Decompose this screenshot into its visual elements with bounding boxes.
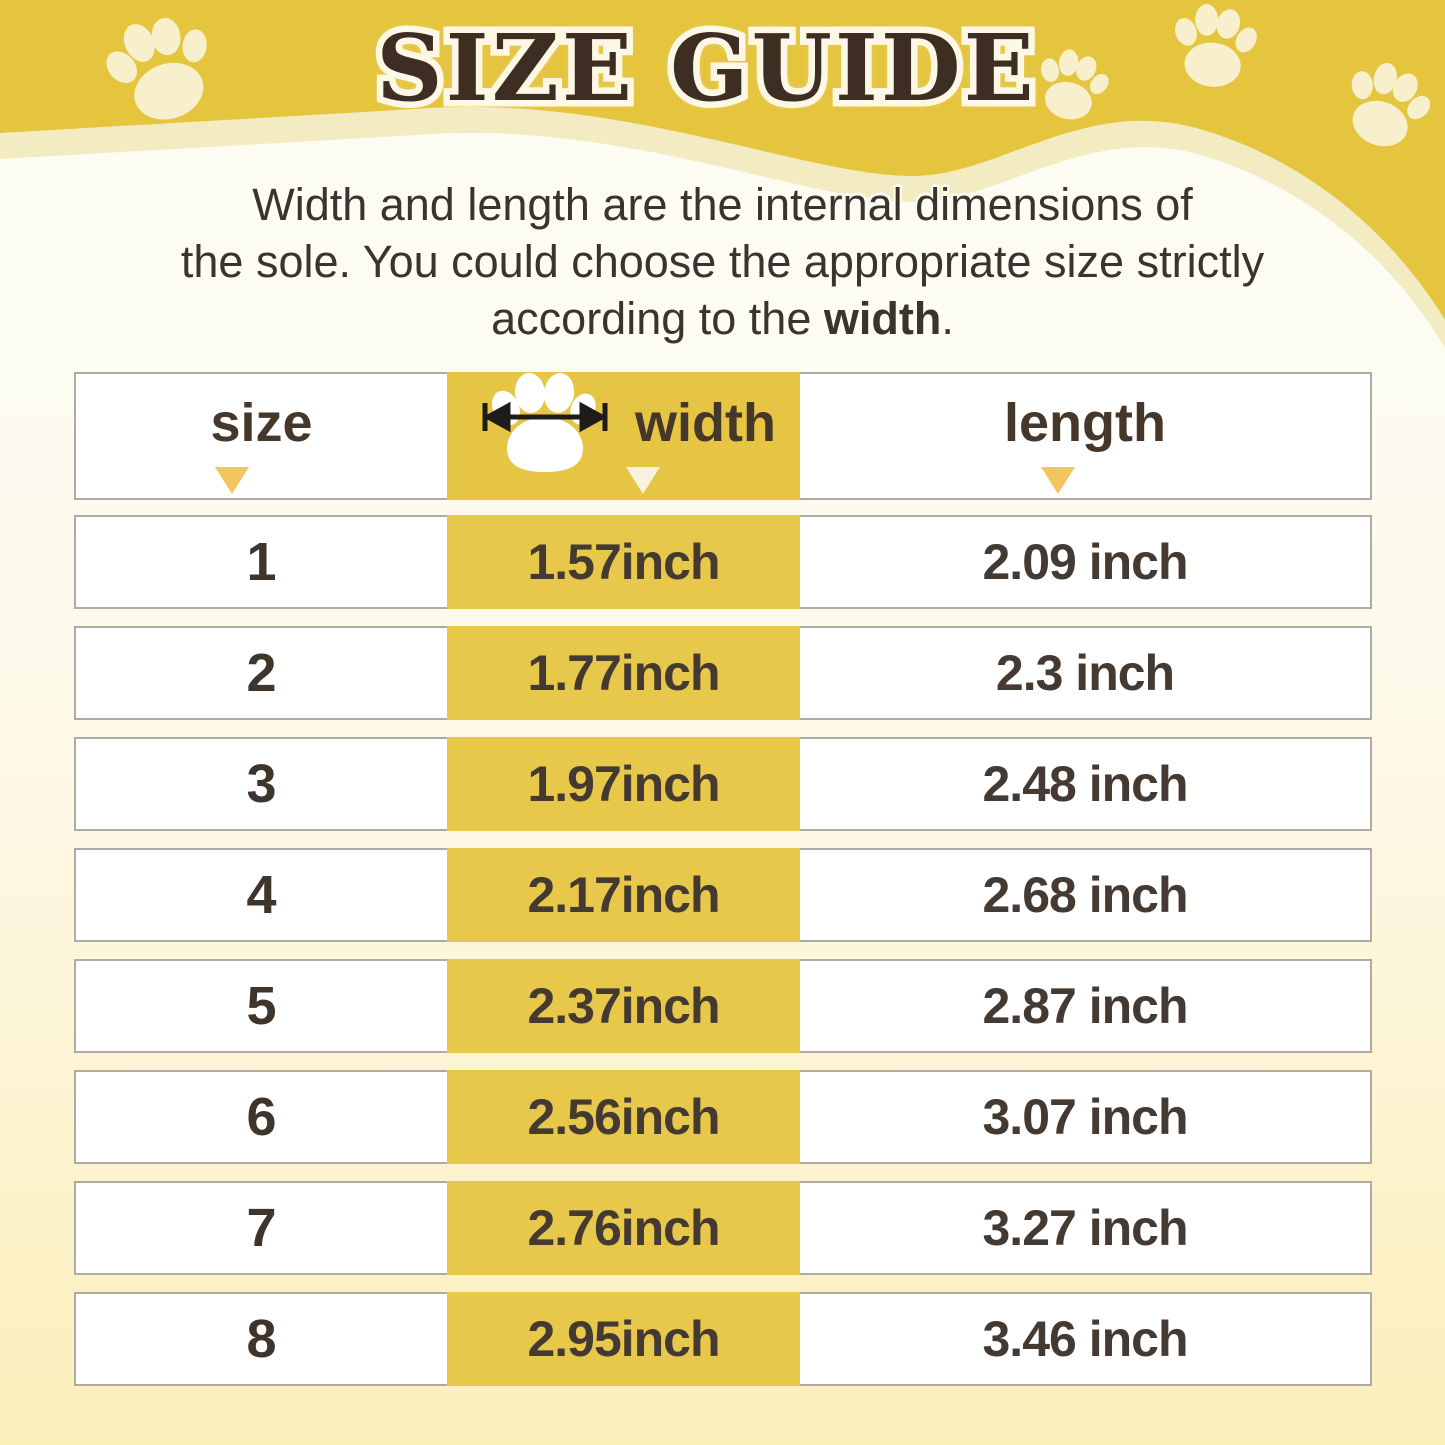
table-row: [74, 1292, 1372, 1386]
size-value: 6: [246, 1087, 277, 1147]
paw-width-measure-icon: [471, 371, 621, 475]
size-table: [74, 372, 1372, 1386]
length-value: 2.87 inch: [982, 978, 1188, 1034]
down-triangle-marker-width: [626, 467, 660, 494]
table-row: [74, 959, 1372, 1053]
size-value: 1: [246, 532, 277, 592]
size-value: 3: [246, 754, 277, 814]
intro-line-2: the sole. You could choose the appropriate size strictly: [180, 236, 1265, 287]
column-header-size: size: [210, 393, 313, 453]
table-row: [74, 848, 1372, 942]
length-value: 3.27 inch: [982, 1200, 1188, 1256]
width-value: 2.76inch: [527, 1200, 720, 1256]
width-header-label: width: [635, 393, 776, 453]
table-row: [74, 1181, 1372, 1275]
intro-width-bold: width: [823, 293, 942, 344]
length-value: 2.68 inch: [982, 867, 1188, 923]
size-value: 5: [246, 976, 277, 1036]
table-row: [74, 1070, 1372, 1164]
table-row: [74, 515, 1372, 609]
column-header-width: [447, 371, 800, 501]
table-header-row: [74, 372, 1372, 500]
length-value: 2.48 inch: [982, 756, 1188, 812]
width-value: 1.77inch: [527, 645, 720, 701]
column-header-length: length: [1004, 393, 1166, 453]
width-value: 2.17inch: [527, 867, 720, 923]
intro-text: [0, 176, 1445, 347]
down-triangle-marker-length: [1041, 467, 1075, 494]
width-value: 1.57inch: [527, 534, 720, 590]
width-value: 2.56inch: [527, 1089, 720, 1145]
size-value: 7: [246, 1198, 277, 1258]
size-value: 8: [246, 1309, 277, 1369]
width-value: 2.95inch: [527, 1311, 720, 1367]
length-value: 3.07 inch: [982, 1089, 1188, 1145]
width-value: 2.37inch: [527, 978, 720, 1034]
length-value: 2.09 inch: [982, 534, 1188, 590]
size-value: 4: [246, 865, 277, 925]
page-title: SIZE GUIDE: [376, 14, 1037, 122]
width-value: 1.97inch: [527, 756, 720, 812]
intro-line-3: according to the width.: [491, 293, 954, 344]
size-value: 2: [246, 643, 277, 703]
length-value: 3.46 inch: [982, 1311, 1188, 1367]
table-row: [74, 737, 1372, 831]
down-triangle-marker-size: [215, 467, 249, 494]
intro-line-1: Width and length are the internal dimensions of: [252, 179, 1193, 230]
length-value: 2.3 inch: [995, 645, 1175, 701]
table-row: [74, 626, 1372, 720]
